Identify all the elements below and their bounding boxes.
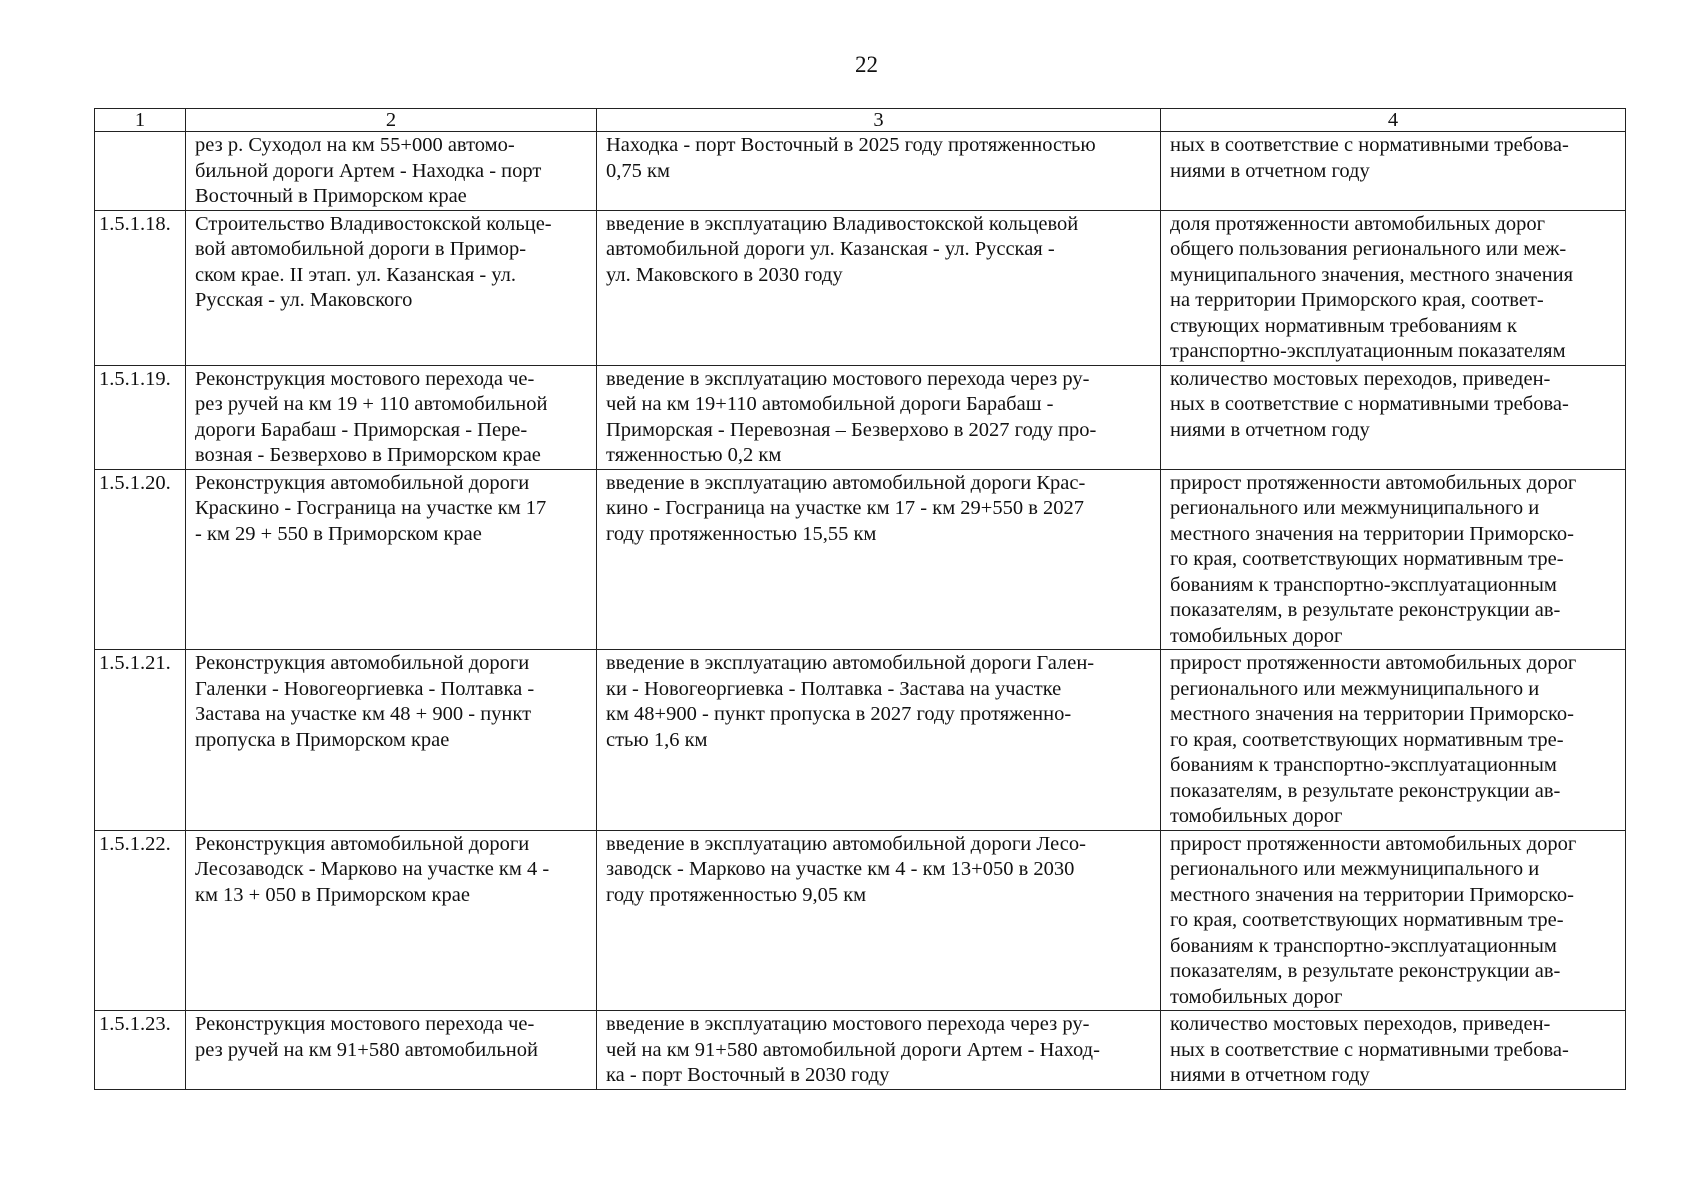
table-row [95,830,1626,1011]
expected-result: Находка - порт Восточный в 2025 году протяженностью 0,75 км [597,132,1161,211]
measure-name: Строительство Владивостокской кольце- вой автомобильной дороги в Примор- ском крае. II этап. ул. Казанская - ул. Русская - ул. Маковского [186,210,597,365]
page-number: 22 [855,52,878,77]
expected-result: введение в эксплуатацию Владивостокской кольцевой автомобильной дороги ул. Казанская - ул. Русская - ул. Маковского в 2030 году [597,210,1161,365]
measure-name: Реконструкция мостового перехода че- рез ручей на км 19 + 110 автомобильной дороги Барабаш - Приморская - Пере- возная - Безверхово в Приморском крае [186,365,597,469]
column-number-row [95,109,1626,132]
expected-result: введение в эксплуатацию мостового перехода через ру- чей на км 19+110 автомобильной дороги Барабаш - Приморская - Перевозная – Безверхово в 2027 году про- тяженностью 0,2 км [597,365,1161,469]
measure-name: Реконструкция автомобильной дороги Лесозаводск - Марково на участке км 4 - км 13 + 050 в Приморском крае [186,830,597,1011]
row-number: 1.5.1.20. [95,469,186,650]
table-row [95,650,1626,831]
indicator: количество мостовых переходов, приведен- ных в соответствие с нормативными требова- ниями в отчетном году [1161,365,1626,469]
column-header-3: 3 [597,109,1161,132]
indicator: прирост протяженности автомобильных дорог регионального или межмуниципального и местного значения на территории Приморско- го края, соответствующих нормативным тре- бованиям к транспортно-эксплуатационным показателям, в результате реконструкции ав- томобильных дорог [1161,469,1626,650]
measure-name: Реконструкция автомобильной дороги Галенки - Новогеоргиевка - Полтавка - Застава на участке км 48 + 900 - пункт пропуска в Приморском крае [186,650,597,831]
measure-name: Реконструкция автомобильной дороги Краскино - Госграница на участке км 17 - км 29 + 550 в Приморском крае [186,469,597,650]
row-number [95,132,186,211]
row-number: 1.5.1.22. [95,830,186,1011]
column-header-2: 2 [186,109,597,132]
expected-result: введение в эксплуатацию автомобильной дороги Крас- кино - Госграница на участке км 17 - км 29+550 в 2027 году протяженностью 15,55 км [597,469,1161,650]
row-number: 1.5.1.18. [95,210,186,365]
table-row [95,210,1626,365]
measure-name: Реконструкция мостового перехода че- рез ручей на км 91+580 автомобильной [186,1011,597,1090]
indicator: доля протяженности автомобильных дорог общего пользования регионального или меж- муниципального значения, местного значения на территории Приморского края, соответ- ствующих нормативным требованиям к транспортно-эксплуатационным показателям [1161,210,1626,365]
row-number: 1.5.1.21. [95,650,186,831]
column-header-1: 1 [95,109,186,132]
indicator: ных в соответствие с нормативными требова- ниями в отчетном году [1161,132,1626,211]
indicator: количество мостовых переходов, приведен- ных в соответствие с нормативными требова- ниями в отчетном году [1161,1011,1626,1090]
table-row [95,1011,1626,1090]
expected-result: введение в эксплуатацию мостового перехода через ру- чей на км 91+580 автомобильной дороги Артем - Наход- ка - порт Восточный в 2030 году [597,1011,1161,1090]
expected-result: введение в эксплуатацию автомобильной дороги Лесо- заводск - Марково на участке км 4 - км 13+050 в 2030 году протяженностью 9,05 км [597,830,1161,1011]
indicator: прирост протяженности автомобильных дорог регионального или межмуниципального и местного значения на территории Приморско- го края, соответствующих нормативным тре- бованиям к транспортно-эксплуатационным показателям, в результате реконструкции ав- томобильных дорог [1161,830,1626,1011]
table-row [95,469,1626,650]
measure-name: рез р. Суходол на км 55+000 автомо- бильной дороги Артем - Находка - порт Восточный в Приморском крае [186,132,597,211]
measures-table [94,108,1626,1090]
indicator: прирост протяженности автомобильных дорог регионального или межмуниципального и местного значения на территории Приморско- го края, соответствующих нормативным тре- бованиям к транспортно-эксплуатационным показателям, в результате реконструкции ав- томобильных дорог [1161,650,1626,831]
expected-result: введение в эксплуатацию автомобильной дороги Гален- ки - Новогеоргиевка - Полтавка - Застава на участке км 48+900 - пункт пропуска в 2027 году протяженно- стью 1,6 км [597,650,1161,831]
table-row [95,365,1626,469]
row-number: 1.5.1.23. [95,1011,186,1090]
row-number: 1.5.1.19. [95,365,186,469]
column-header-4: 4 [1161,109,1626,132]
table-row [95,132,1626,211]
